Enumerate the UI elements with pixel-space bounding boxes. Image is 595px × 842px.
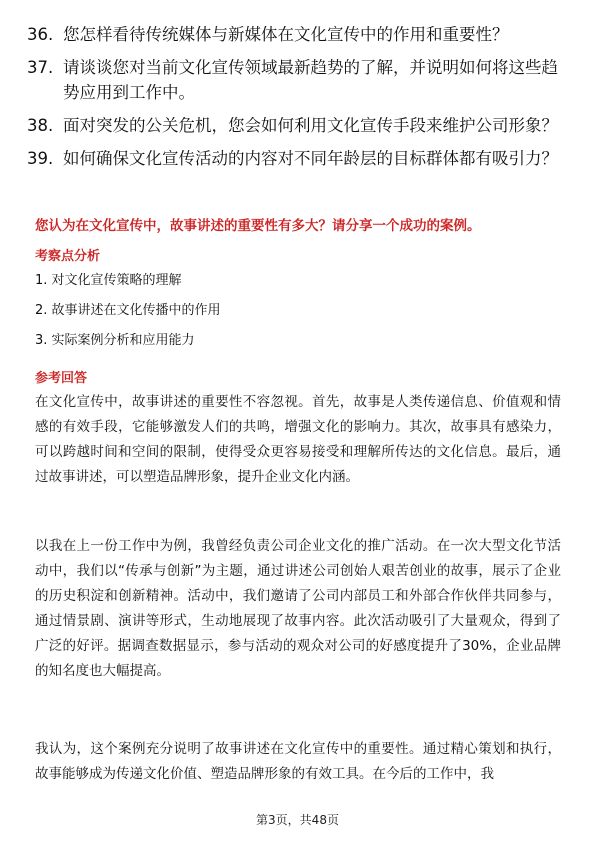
question-item-37 — [27, 55, 567, 105]
focus-heading: 考察点分析 — [35, 249, 101, 264]
question-number: 39. — [27, 149, 54, 168]
answer-heading: 参考回答 — [35, 371, 88, 386]
focus-points — [35, 270, 561, 360]
question-number: 36. — [27, 25, 54, 44]
answer-paragraph: 在文化宣传中，故事讲述的重要性不容忽视。首先，故事是人类传递信息、价值观和情感的有效手段，它能够激发人们的共鸣，增强文化的影响力。其次，故事具有感染力，可以跨越时间和空间的限制，使得受众更容易接受和理解所传达的文化信息。最后，通过故事讲述，可以塑造品牌形象，提升企业文化内涵。 — [35, 394, 561, 485]
question-item-38 — [27, 113, 567, 138]
question-text: 您怎样看待传统媒体与新媒体在文化宣传中的作用和重要性？ — [63, 25, 509, 44]
focus-point: 3. 实际案例分析和应用能力 — [35, 333, 195, 348]
question-item-36 — [27, 22, 567, 47]
question-list — [27, 22, 567, 179]
answer-paragraph: 我认为，这个案例充分说明了故事讲述在文化宣传中的重要性。通过精心策划和执行，故事能够成为传递文化价值、塑造品牌形象的有效工具。在今后的工作中，我 — [35, 741, 561, 782]
focus-point: 1. 对文化宣传策略的理解 — [35, 273, 182, 288]
answer-paragraph: 以我在上一份工作中为例，我曾经负责公司企业文化的推广活动。在一次大型文化节活动中，我们以“传承与创新”为主题，通过讲述公司创始人艰苦创业的故事，展示了企业的历史积淀和创新精神。活动中，我们邀请了公司内部员工和外部合作伙伴共同参与，通过情景剧、演讲等形式，生动地展现了故事内容。此次活动吸引了大量观众，得到了广泛的好评。据调查数据显示，参与活动的观众对公司的好感度提升了30%，企业品牌的知名度也大幅提高。 — [35, 538, 561, 679]
focus-point: 2. 故事讲述在文化传播中的作用 — [35, 303, 221, 318]
question-number: 37. — [27, 58, 54, 77]
question-text: 面对突发的公关危机，您会如何利用文化宣传手段来维护公司形象？ — [63, 116, 558, 135]
question-text: 请谈谈您对当前文化宣传领域最新趋势的了解，并说明如何将这些趋势应用到工作中。 — [63, 58, 558, 102]
question-number: 38. — [27, 116, 54, 135]
page-footer: 第3页，共48页 — [256, 813, 339, 827]
question-text: 如何确保文化宣传活动的内容对不同年龄层的目标群体都有吸引力？ — [63, 149, 558, 168]
question-item-39 — [27, 146, 567, 171]
featured-question: 您认为在文化宣传中，故事讲述的重要性有多大？请分享一个成功的案例。 — [35, 218, 481, 234]
